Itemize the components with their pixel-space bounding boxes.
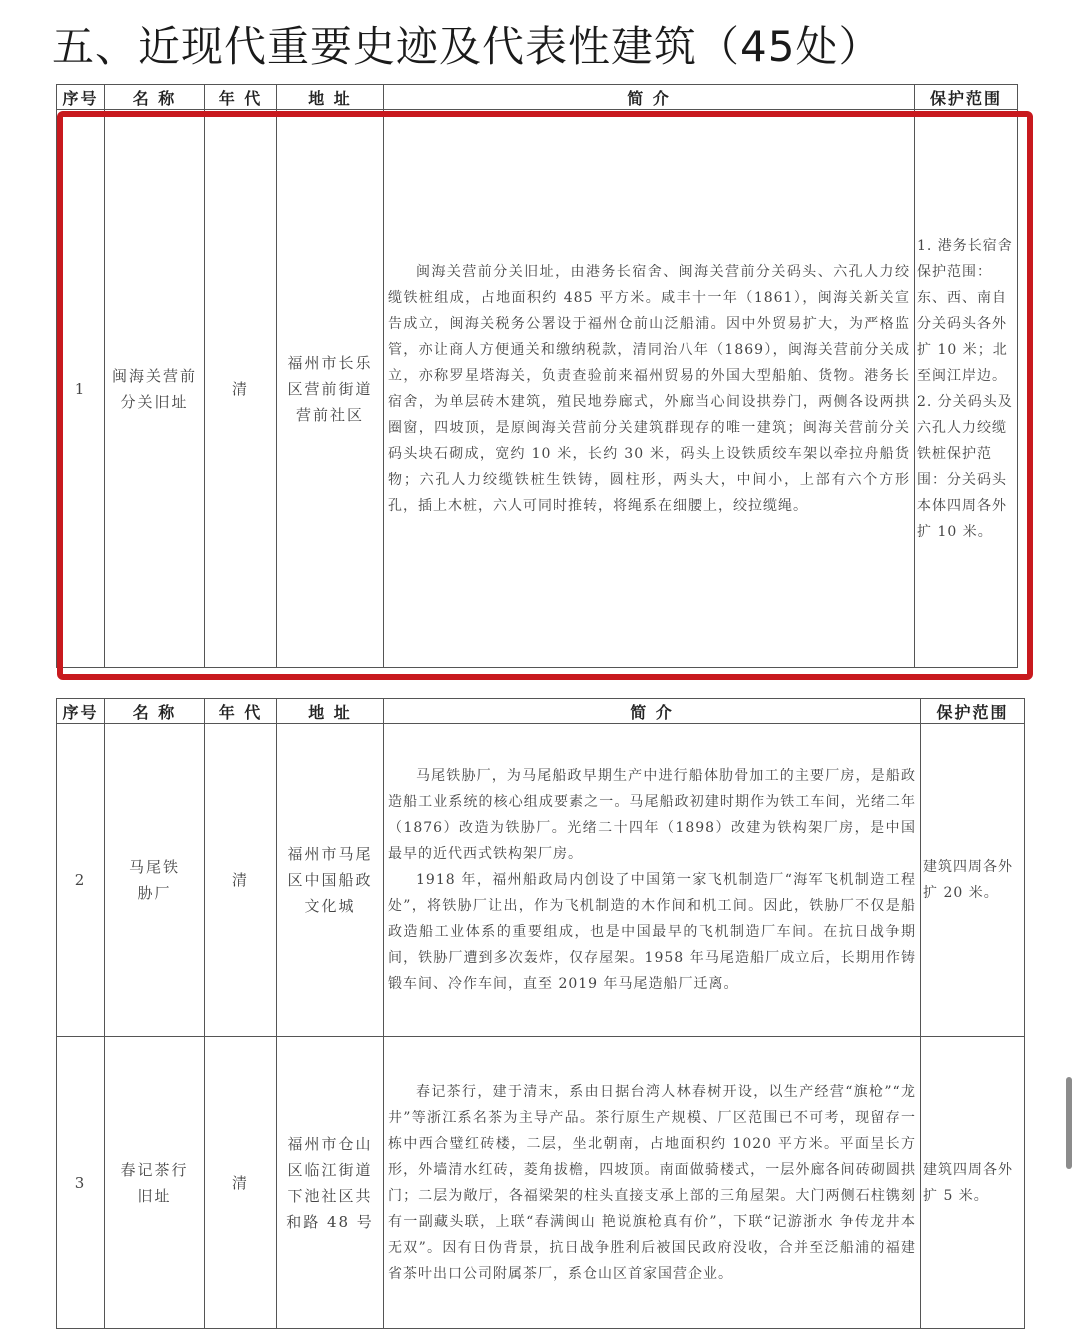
- intro-paragraph: 春记茶行，建于清末，系由日据台湾人林春树开设，以生产经营“旗枪”“龙井”等浙江系名茶为主导产品。茶行原生产规模、厂区范围已不可考，现留存一栋中西合璧红砖楼，二层，坐北朝南，占地面积约 1020 平方米。平面呈长方形，外墙清水红砖，菱角拔檐，四坡顶。南面做骑楼式，一层外廊各间砖砌圆拱门；二层为敞厅，各福梁架的柱头直接支承上部的三角屋架。大门两侧石柱镌刻有一副藏头联，上联“春满闽山 艳说旗枪真有价”，下联“记游浙水 争传龙井本无双”。因有日伪背景，抗日战争胜利后被国民政府没收，合并至泛船浦的福建省茶叶出口公司附属茶厂，系仓山区首家国营企业。: [388, 1083, 916, 1282]
- table-header-row: [57, 85, 1018, 110]
- row-address-text: 福州市仓山区临江街道下池社区共和路 48 号: [286, 1134, 374, 1231]
- header-scope: 保护范围: [921, 699, 1025, 724]
- row-era: 清: [205, 724, 277, 1037]
- row-intro: [384, 110, 915, 668]
- vertical-scrollbar[interactable]: [1066, 1077, 1072, 1169]
- header-name: 名 称: [105, 699, 205, 724]
- intro-paragraph: 闽海关营前分关旧址，由港务长宿舍、闽海关营前分关码头、六孔人力绞缆铁桩组成，占地面积约 485 平方米。咸丰十一年（1861），闽海关新关宣告成立，闽海关税务公署设于福州仓前山泛船浦。因中外贸易扩大，为严格监管，亦让商人方便通关和缴纳税款，清同治八年（1869），闽海关营前分关成立，亦称罗星塔海关，负责查验前来福州贸易的外国大型船舶、货物。港务长宿舍，为单层砖木建筑，殖民地券廊式，外廊当心间设拱券门，两侧各设两拱圈窗，四坡顶，是原闽海关营前分关建筑群现存的唯一建筑；闽海关营前分关码头块石砌成，宽约 10 米，长约 30 米，码头上设铁质绞车架以牵拉舟船货物；六孔人力绞缆铁桩生铁铸，圆柱形，两头大，中间小，上部有六个方形孔，插上木桩，六人可同时推转，将绳系在细腰上，绞拉缆绳。: [388, 263, 910, 514]
- row-name-text: 闽海关营前分关旧址: [111, 366, 197, 411]
- row-name-text: 马尾铁胁厂: [128, 858, 180, 902]
- table-row: [57, 724, 1025, 1037]
- row-address: [277, 110, 384, 668]
- table-header-row: [57, 699, 1025, 724]
- row-no: 2: [57, 724, 105, 1037]
- row-scope: 1. 港务长宿舍保护范围：东、西、南自分关码头各外扩 10 米；北至闽江岸边。2. 分关码头及六孔人力绞缆铁桩保护范围：分关码头本体四周各外扩 10 米。: [915, 110, 1018, 668]
- row-address-text: 福州市马尾区中国船政文化城: [287, 845, 373, 915]
- header-name: 名 称: [105, 85, 205, 110]
- row-address: [277, 1037, 384, 1329]
- page-title: 五、近现代重要史迹及代表性建筑（45处）: [52, 22, 882, 71]
- row-address: [277, 724, 384, 1037]
- header-era: 年 代: [205, 85, 277, 110]
- row-era: 清: [205, 1037, 277, 1329]
- row-scope: 建筑四周各外扩 20 米。: [921, 724, 1025, 1037]
- row-name-text: 春记茶行旧址: [120, 1160, 189, 1205]
- row-name: [105, 1037, 205, 1329]
- header-intro: 简 介: [384, 85, 915, 110]
- header-no: 序号: [57, 85, 105, 110]
- row-era: 清: [205, 110, 277, 668]
- table-row: [57, 110, 1018, 668]
- row-intro: [384, 1037, 921, 1329]
- header-address: 地 址: [277, 85, 384, 110]
- row-no: 1: [57, 110, 105, 668]
- header-address: 地 址: [277, 699, 384, 724]
- heritage-table-part2: [56, 698, 1025, 1329]
- intro-paragraph: 马尾铁胁厂，为马尾船政早期生产中进行船体肋骨加工的主要厂房，是船政造船工业系统的核心组成要素之一。马尾船政初建时期作为铁工车间，光绪二年（1876）改造为铁胁厂。光绪二十四年（1898）改建为铁构架厂房，是中国最早的近代西式铁构架厂房。: [388, 768, 916, 862]
- header-intro: 简 介: [384, 699, 921, 724]
- header-scope: 保护范围: [915, 85, 1018, 110]
- heritage-table-part1: [56, 84, 1018, 668]
- header-era: 年 代: [205, 699, 277, 724]
- table-row: [57, 1037, 1025, 1329]
- intro-paragraph: 1918 年，福州船政局内创设了中国第一家飞机制造厂“海军飞机制造工程处”，将铁胁厂让出，作为飞机制造的木作间和机工间。因此，铁胁厂不仅是船政造船工业体系的重要组成，也是中国最早的飞机制造厂车间。在抗日战争期间，铁胁厂遭到多次轰炸，仅存屋架。1958 年马尾造船厂成立后，长期用作铸锻车间、冷作车间，直至 2019 年马尾造船厂迁离。: [388, 872, 916, 992]
- row-name: [105, 110, 205, 668]
- row-address-text: 福州市长乐区营前街道营前社区: [287, 353, 373, 424]
- row-intro: [384, 724, 921, 1037]
- row-no: 3: [57, 1037, 105, 1329]
- row-name: [105, 724, 205, 1037]
- row-scope: 建筑四周各外扩 5 米。: [921, 1037, 1025, 1329]
- header-no: 序号: [57, 699, 105, 724]
